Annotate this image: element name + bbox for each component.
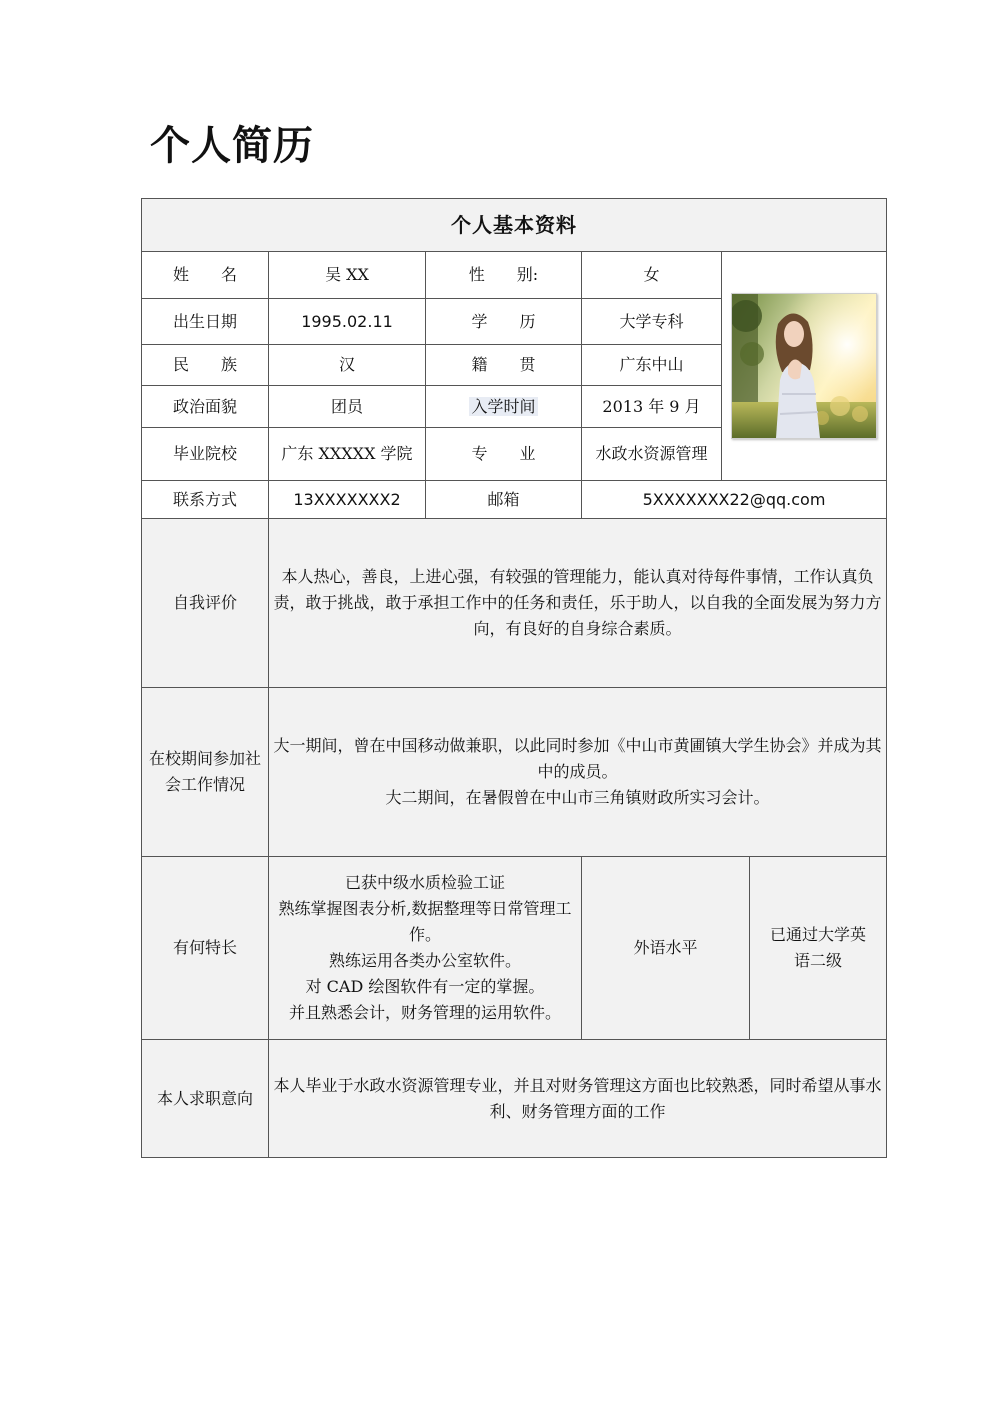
email-label: 邮箱 <box>426 481 582 519</box>
resume-table <box>141 198 887 1158</box>
birth-value: 1995.02.11 <box>269 299 426 345</box>
email-value: 5XXXXXXX22@qq.com <box>582 481 887 519</box>
self-evaluation-label: 自我评价 <box>142 519 269 688</box>
page-title: 个人简历 <box>150 123 314 169</box>
language-label: 外语水平 <box>582 857 750 1040</box>
enroll-label-cell <box>426 386 582 428</box>
birth-label: 出生日期 <box>142 299 269 345</box>
school-value: 广东 XXXXX 学院 <box>269 428 426 481</box>
education-label: 学 历 <box>426 299 582 345</box>
school-label: 毕业院校 <box>142 428 269 481</box>
section-title-basic-info: 个人基本资料 <box>142 199 887 252</box>
photo-cell <box>722 252 887 481</box>
specialty-line: 并且熟悉会计，财务管理的运用软件。 <box>288 1003 561 1022</box>
political-label: 政治面貌 <box>142 386 269 428</box>
specialty-line: 对 CAD 绘图软件有一定的掌握。 <box>305 977 545 996</box>
major-label: 专 业 <box>426 428 582 481</box>
origin-label: 籍 贯 <box>426 345 582 386</box>
job-intention-label: 本人求职意向 <box>142 1040 269 1158</box>
specialty-line: 熟练运用各类办公室软件。 <box>328 951 521 970</box>
ethnicity-label: 民 族 <box>142 345 269 386</box>
contact-label: 联系方式 <box>142 481 269 519</box>
portrait-photo <box>731 293 877 439</box>
enroll-value: 2013 年 9 月 <box>582 386 722 428</box>
language-value: 已通过大学英语二级 <box>750 857 887 1040</box>
contact-value: 13XXXXXXX2 <box>269 481 426 519</box>
education-value: 大学专科 <box>582 299 722 345</box>
specialty-line: 已获中级水质检验工证 <box>344 873 505 892</box>
gender-value: 女 <box>582 252 722 299</box>
political-value: 团员 <box>269 386 426 428</box>
specialties-text <box>269 857 582 1040</box>
specialties-label: 有何特长 <box>142 857 269 1040</box>
major-value: 水政水资源管理 <box>582 428 722 481</box>
campus-work-text <box>269 688 887 857</box>
origin-value: 广东中山 <box>582 345 722 386</box>
portrait-photo-icon <box>732 294 876 438</box>
enroll-label: 入学时间 <box>471 396 536 416</box>
campus-work-label: 在校期间参加社会工作情况 <box>142 688 269 857</box>
campus-work-line: 大一期间，曾在中国移动做兼职，以此同时参加《中山市黄圃镇大学生协会》并成为其中的成员。 <box>273 736 882 781</box>
name-label: 姓 名 <box>142 252 269 299</box>
ethnicity-value: 汉 <box>269 345 426 386</box>
job-intention-text: 本人毕业于水政水资源管理专业，并且对财务管理这方面也比较熟悉，同时希望从事水利、财务管理方面的工作 <box>269 1040 887 1158</box>
specialty-line: 熟练掌握图表分析,数据整理等日常管理工作。 <box>278 899 572 944</box>
campus-work-line: 大二期间，在暑假曾在中山市三角镇财政所实习会计。 <box>385 788 770 807</box>
gender-label: 性 别: <box>426 252 582 299</box>
self-evaluation-text: 本人热心，善良，上进心强，有较强的管理能力，能认真对待每件事情，工作认真负责，敢于挑战，敢于承担工作中的任务和责任，乐于助人，以自我的全面发展为努力方向，有良好的自身综合素质。 <box>269 519 887 688</box>
name-value: 吴 XX <box>269 252 426 299</box>
